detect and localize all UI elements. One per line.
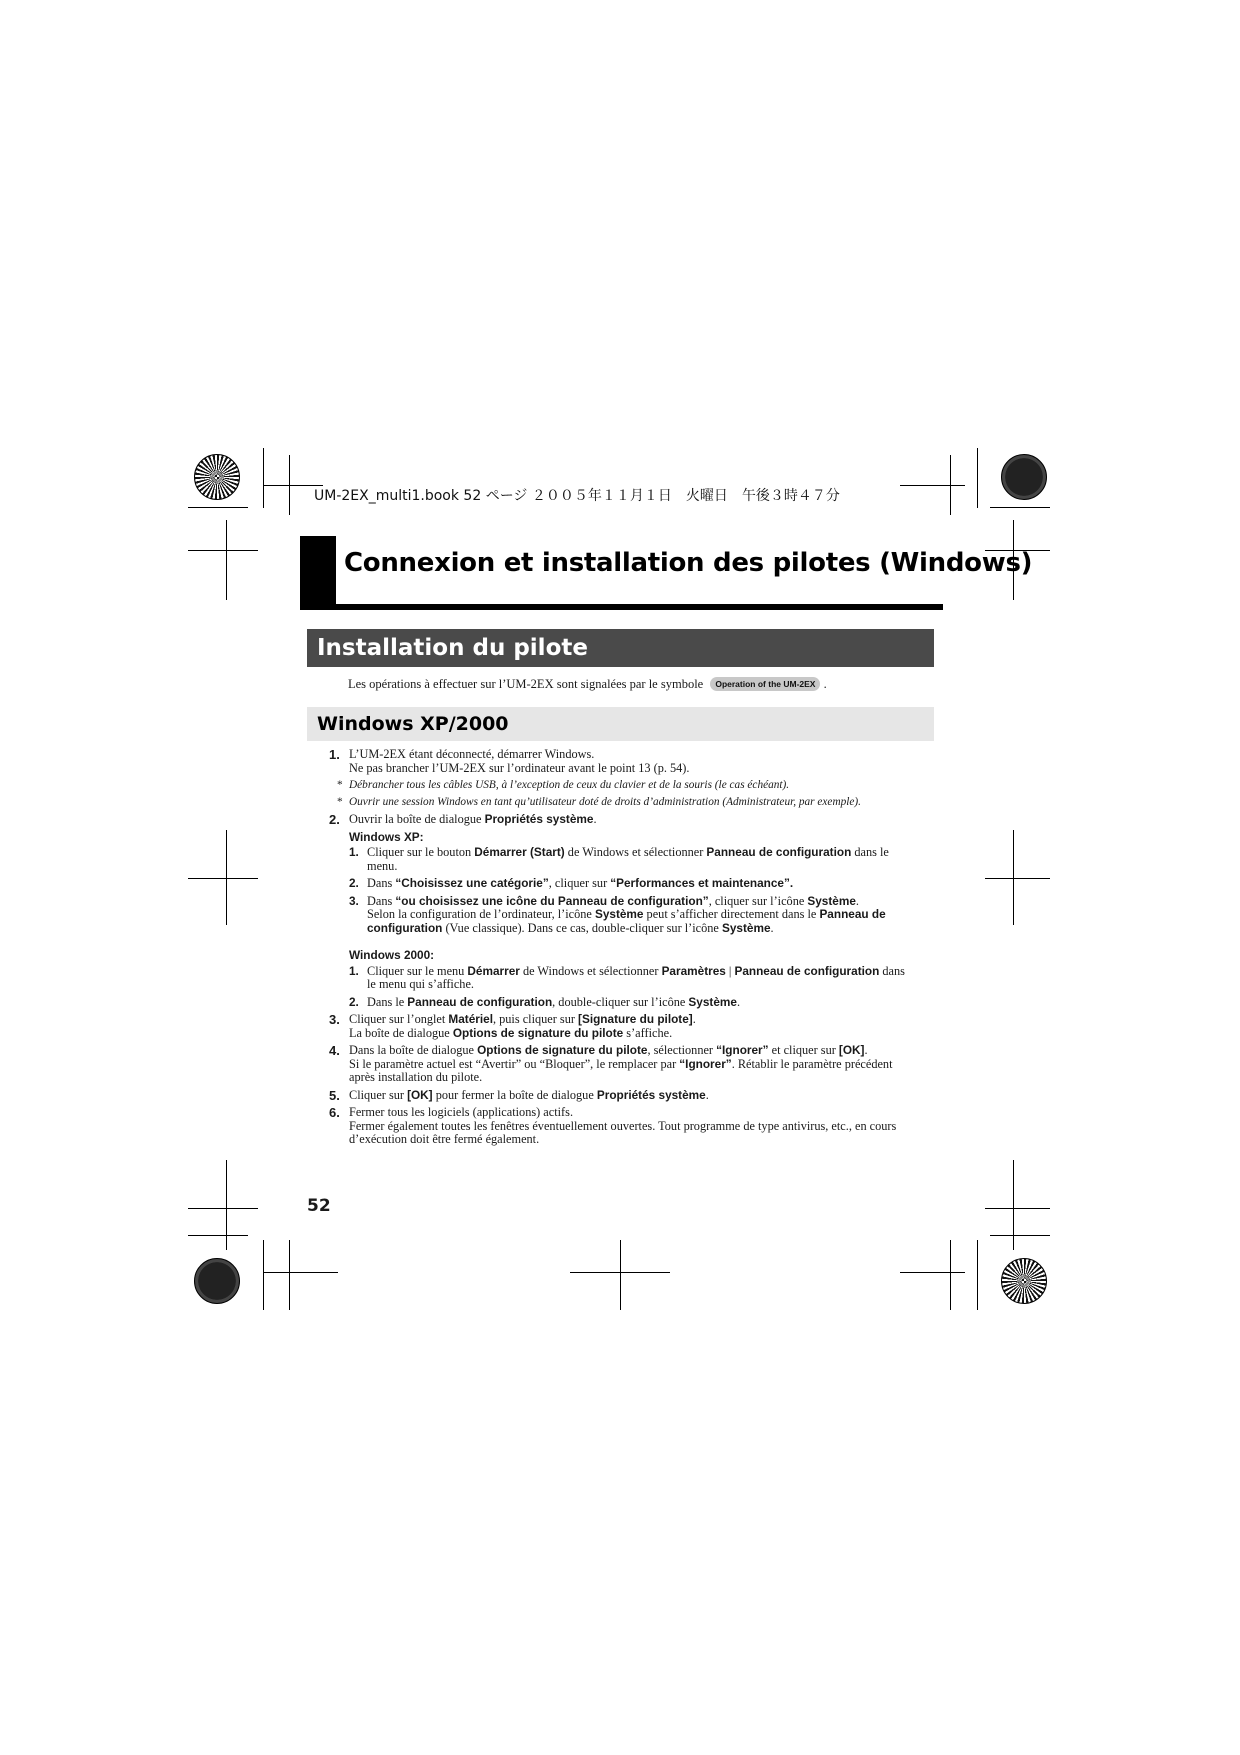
os-label-2000: Windows 2000:	[349, 948, 435, 962]
xp-substep-1: 1. Cliquer sur le bouton Démarrer (Start) de Windows et sélectionner Panneau de configuration dans le menu.	[349, 845, 889, 873]
w2000-substep-1: 1. Cliquer sur le menu Démarrer de Windows et sélectionner Paramètres | Panneau de configuration dans le menu qui s’affiche.	[349, 963, 905, 991]
step-6: 6. Fermer tous les logiciels (applications) actifs. Fermer également toutes les fenêtres éventuellement ouvertes. Tout programme de type antivirus, etc., en cours d’exécution doit être fermé également.	[329, 1105, 897, 1146]
step-1: 1. L’UM-2EX étant déconnecté, démarrer Windows. Ne pas brancher l’UM-2EX sur l’ordinateur avant le point 13 (p. 54).	[329, 747, 690, 775]
note: * Ouvrir une session Windows en tant qu’utilisateur doté de droits d’administration (Administrateur, par exemple).	[337, 796, 861, 808]
xp-substep-3: 3. Dans “ou choisissez une icône du Panneau de configuration”, cliquer sur l’icône Système. Selon la configuration de l’ordinateur, l’icône Système peut s’afficher directement dans le Panneau de configuration (Vue classique). Dans ce cas, double-cliquer sur l’icône Système.	[349, 893, 886, 935]
step-2: 2. Ouvrir la boîte de dialogue Propriétés système.	[329, 812, 597, 827]
crop-target-icon	[194, 454, 240, 500]
page-title: Connexion et installation des pilotes (Windows)	[344, 548, 1033, 578]
os-label-xp: Windows XP:	[349, 829, 424, 844]
subsection-heading: Windows XP/2000	[307, 707, 934, 741]
crop-target-icon	[194, 1258, 240, 1304]
title-bar-block	[300, 536, 336, 608]
step-4: 4. Dans la boîte de dialogue Options de signature du pilote, sélectionner “Ignorer” et cliquer sur [OK]. Si le paramètre actuel est “Avertir” ou “Bloquer”, le remplacer par “Ignorer”. Rétablir le paramètre précédent après installation du pilote.	[329, 1043, 893, 1084]
crop-target-icon	[1001, 1258, 1047, 1304]
crop-target-icon	[1001, 454, 1047, 500]
intro-text: Les opérations à effectuer sur l’UM-2EX sont signalées par le symbole Operation of the UM-2EX .	[348, 677, 827, 691]
w2000-substep-2: 2. Dans le Panneau de configuration, double-cliquer sur l’icône Système.	[349, 994, 741, 1009]
xp-substep-2: 2. Dans “Choisissez une catégorie”, cliquer sur “Performances et maintenance”.	[349, 876, 794, 890]
step-5: 5. Cliquer sur [OK] pour fermer la boîte de dialogue Propriétés système.	[329, 1087, 709, 1103]
page-number: 52	[307, 1196, 331, 1216]
operation-badge: Operation of the UM-2EX	[710, 677, 820, 691]
note: * Débrancher tous les câbles USB, à l’exception de ceux du clavier et de la souris (le cas échéant).	[337, 779, 790, 791]
instructions	[307, 748, 907, 1151]
step-3: 3. Cliquer sur l’onglet Matériel, puis cliquer sur [Signature du pilote]. La boîte de dialogue Options de signature du pilote s’affiche.	[329, 1012, 696, 1040]
running-header: UM-2EX_multi1.book 52 ページ ２００５年１１月１日 火曜日 午後３時４７分	[314, 488, 840, 504]
title-rule	[300, 604, 943, 610]
section-heading: Installation du pilote	[307, 629, 934, 667]
